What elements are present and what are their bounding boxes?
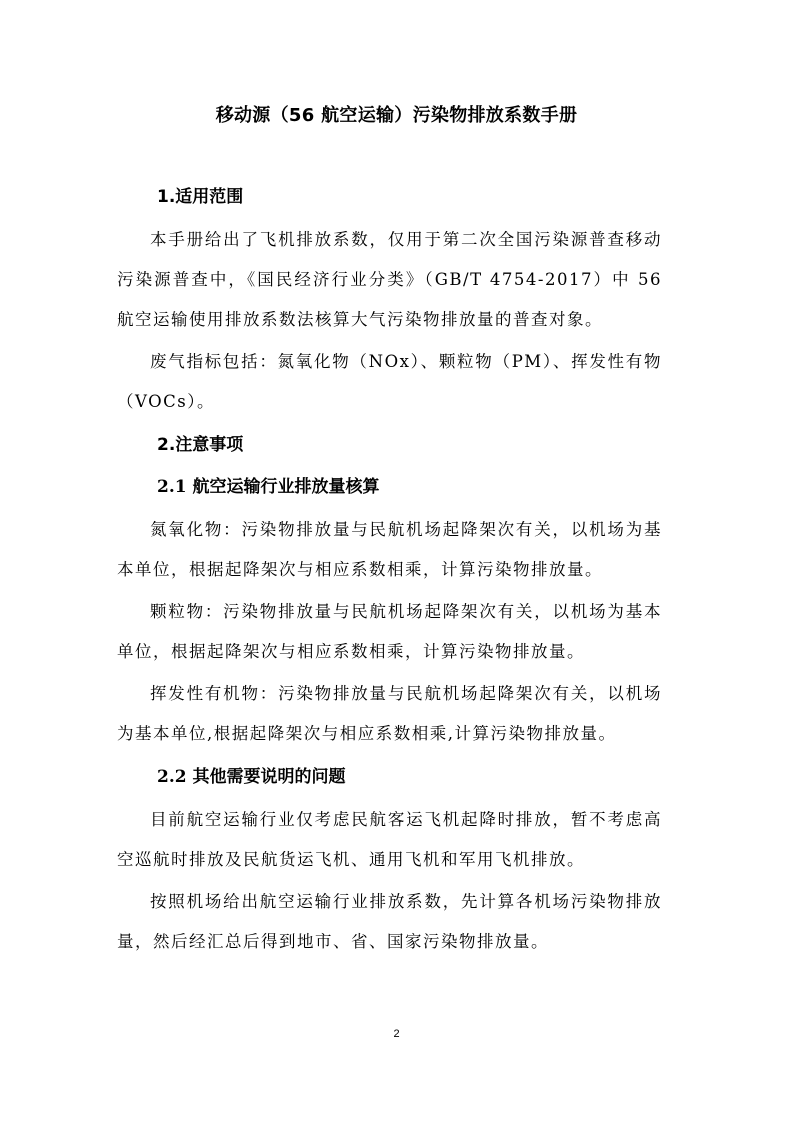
paragraph-passenger-flights: 目前航空运输行业仅考虑民航客运飞机起降时排放，暂不考虑高空巡航时排放及民航货运飞机、通用飞机和军用飞机排放。: [117, 810, 662, 869]
paragraph-airport-aggregation: 按照机场给出航空运输行业排放系数，先计算各机场污染物排放量，然后经汇总后得到地市、省、国家污染物排放量。: [117, 892, 662, 951]
paragraph-nox: 氮氧化物：污染物排放量与民航机场起降架次有关，以机场为基本单位，根据起降架次与相应系数相乘，计算污染物排放量。: [117, 520, 662, 579]
paragraph-emission-indicators: 废气指标包括：氮氧化物（NOx）、颗粒物（PM）、挥发性有物（VOCs）。: [117, 352, 662, 411]
subsection-heading-accounting: 2.1 航空运输行业排放量核算: [157, 477, 380, 497]
paragraph-vocs: 挥发性有机物：污染物排放量与民航机场起降架次有关，以机场为基本单位,根据起降架次与相应系数相乘,计算污染物排放量。: [117, 684, 662, 743]
section-heading-scope: 1.适用范围: [157, 187, 244, 207]
section-heading-notes: 2.注意事项: [157, 435, 244, 455]
subsection-heading-other-issues: 2.2 其他需要说明的问题: [157, 767, 346, 787]
paragraph-pm: 颗粒物：污染物排放量与民航机场起降架次有关，以机场为基本单位，根据起降架次与相应系数相乘，计算污染物排放量。: [117, 602, 662, 661]
document-title: 移动源（56 航空运输）污染物排放系数手册: [215, 105, 578, 126]
page-number: 2: [393, 1028, 400, 1040]
paragraph-scope-intro: 本手册给出了飞机排放系数，仅用于第二次全国污染源普查移动污染源普查中，《国民经济行业分类》（GB/T 4754-2017）中 56 航空运输使用排放系数法核算大气污染物排放量的普查对象。: [117, 230, 662, 329]
